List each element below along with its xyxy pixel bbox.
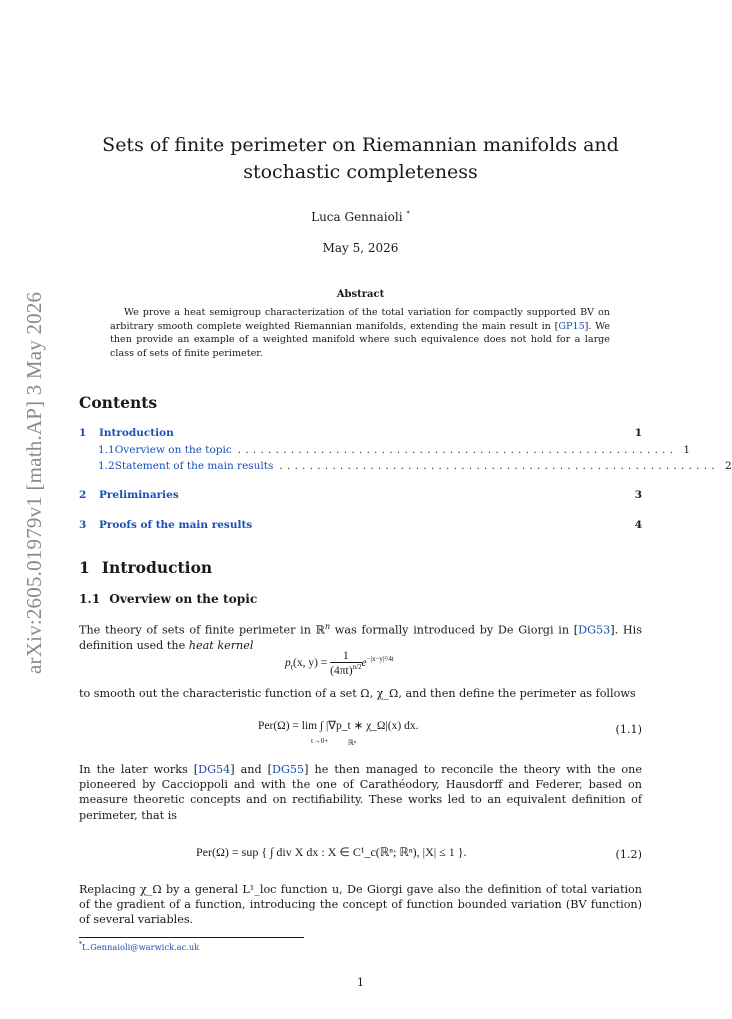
toc-page: 4: [634, 519, 642, 531]
section-number: 1: [79, 558, 90, 577]
toc-number: 1: [79, 427, 87, 439]
text: ] and [: [230, 763, 273, 776]
toc-entry[interactable]: [79, 427, 642, 439]
toc-label[interactable]: Overview on the topic: [114, 444, 232, 456]
denominator: (4πt): [330, 664, 353, 677]
footnote-rule: [79, 937, 304, 938]
numerator: 1: [330, 650, 361, 663]
toc-label[interactable]: Statement of the main results: [114, 460, 274, 472]
abstract-heading: Abstract: [336, 289, 385, 300]
exp-base: e: [361, 657, 367, 670]
equation-1-2: Per(Ω) = sup { ∫ div X dx : X ∈ C¹_c(ℝⁿ; ℝⁿ), |X| ≤ 1 }.: [196, 845, 467, 859]
toc-page: 1: [634, 427, 642, 439]
section-heading: [79, 558, 212, 577]
citation-link[interactable]: DG54: [198, 763, 231, 776]
text: In the later works [: [79, 763, 199, 776]
toc-page: 2: [724, 460, 732, 472]
abstract-part-b: ]. We then provide an example of a weighted manifold where such equivalence does not hold for a large class of sets of finite perimeter.: [110, 320, 610, 359]
footnote-mark: *: [79, 941, 82, 948]
toc-number: 1.1: [98, 444, 115, 456]
text: ]. His definition used the: [79, 623, 642, 652]
citation-link[interactable]: GP15: [558, 320, 585, 332]
equation-heat-kernel: [285, 650, 394, 677]
text: was formally introduced by De Giorgi in [: [330, 623, 579, 637]
toc-entry[interactable]: 1.1 Overview on the topic .......................................................... 1: [98, 444, 691, 456]
text: The theory of sets of finite perimeter in ℝ: [79, 623, 325, 637]
emphasis: heat kernel: [188, 638, 254, 652]
exp-power: −|x−y|²/4t: [366, 655, 394, 664]
paragraph-3: [79, 762, 642, 823]
eq-args: (x, y) =: [292, 657, 328, 670]
date: May 5, 2026: [322, 241, 399, 255]
footnote: [79, 941, 199, 952]
toc-number: 3: [79, 519, 87, 531]
page-number: 1: [357, 976, 364, 989]
author-name: Luca Gennaioli: [311, 210, 403, 224]
denominator-exp: n/2: [352, 663, 362, 671]
superscript: n: [324, 622, 331, 631]
toc-page: 3: [634, 489, 642, 501]
arxiv-identifier: arXiv:2605.01979v1 [math.AP] 3 May 2026: [22, 291, 46, 674]
author-footnote-mark[interactable]: *: [406, 210, 410, 218]
eq-symbol: p: [285, 657, 291, 670]
email-link[interactable]: L.Gennaioli@warwick.ac.uk: [82, 941, 200, 952]
eq-text: Per(Ω) = lim ∫ |∇p_t ∗ χ_Ω|(x) dx.: [258, 720, 419, 732]
paper-title: [80, 132, 641, 186]
toc-number: 1.2: [98, 460, 115, 472]
paragraph-2: to smooth out the characteristic function of a set Ω, χ_Ω, and then define the perimeter as follows: [79, 687, 636, 700]
toc-entry[interactable]: [79, 489, 642, 501]
title-line-2: stochastic completeness: [243, 161, 478, 183]
toc-number: 2: [79, 489, 87, 501]
subsection-heading: [79, 592, 257, 606]
equation-1-1: [258, 718, 418, 732]
paragraph-4: Replacing χ_Ω by a general L¹_loc function u, De Giorgi gave also the definition of total variation of the gradient of a function, introducing the concept of function bounded variation (BV function) of several variables.: [79, 883, 642, 927]
abstract-text: [110, 306, 610, 360]
eq-sub: t: [290, 662, 293, 672]
title-line-1: Sets of finite perimeter on Riemannian manifolds and: [102, 134, 619, 156]
toc-label[interactable]: Preliminaries: [99, 489, 179, 501]
equation-number: (1.1): [615, 723, 642, 736]
eq-lim-sub: t→0+: [311, 736, 329, 745]
paragraph-1: [79, 619, 642, 653]
eq-int-sub: ℝⁿ: [348, 738, 357, 747]
section-title: Introduction: [101, 558, 213, 577]
equation-number: (1.2): [615, 848, 642, 861]
text: ] he then managed to reconcile the theory with the one pioneered by Caccioppoli and with the one of Carathéodory, Hausdorff and Federer, based on measure theoretic concepts and on rectifiability. These works led to an equivalent definition of perimeter, that is: [79, 763, 642, 822]
citation-link[interactable]: DG55: [272, 763, 305, 776]
citation-link[interactable]: DG53: [578, 623, 611, 637]
toc-entry[interactable]: 1.2 Statement of the main results .......................................................... 2: [98, 460, 732, 472]
contents-heading: Contents: [79, 393, 158, 412]
toc-label[interactable]: Proofs of the main results: [99, 519, 253, 531]
author: [80, 210, 641, 224]
toc-page: 1: [683, 444, 691, 456]
toc-label[interactable]: Introduction: [99, 427, 174, 439]
subsection-number: 1.1: [79, 592, 101, 606]
subsection-title: Overview on the topic: [109, 592, 258, 606]
abstract-part-a: We prove a heat semigroup characterization of the total variation for compactly supported BV on arbitrary smooth complete weighted Riemannian manifolds, extending the main result in [: [110, 307, 610, 332]
toc-entry[interactable]: [79, 519, 642, 531]
fraction: [330, 650, 361, 677]
arxiv-side-stamp: [22, 288, 46, 674]
